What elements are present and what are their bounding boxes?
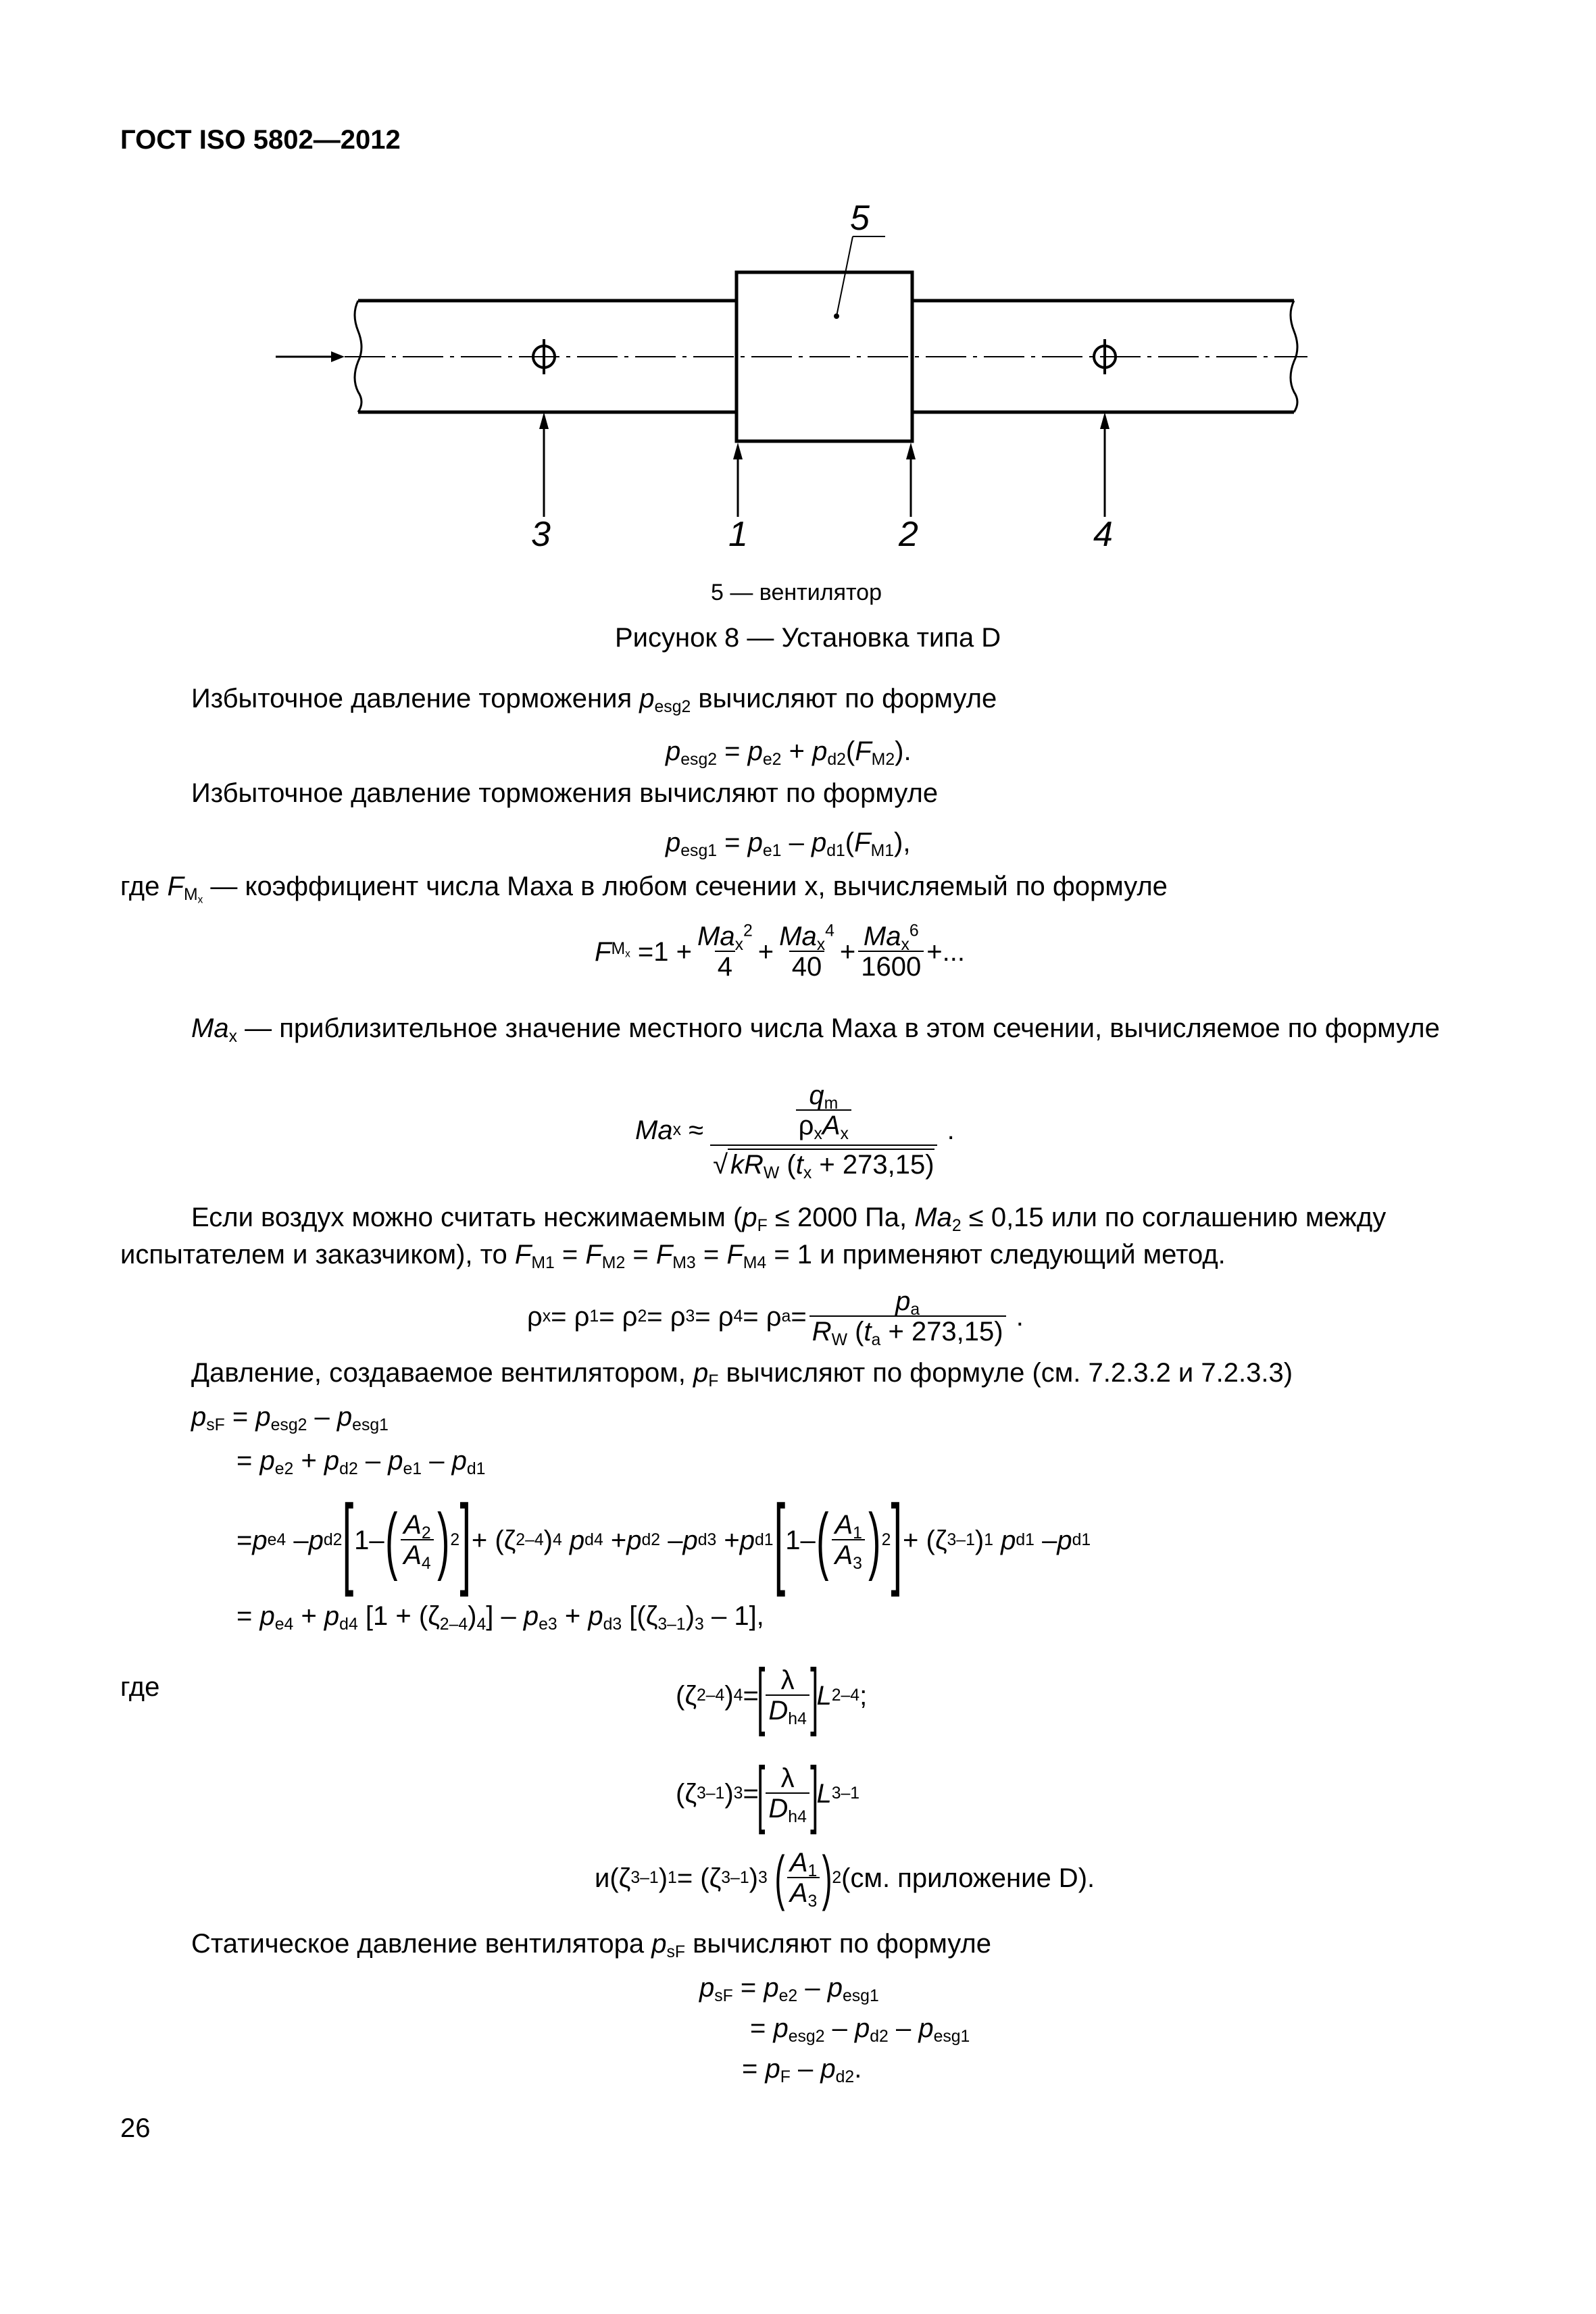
label-1: 1 bbox=[728, 515, 748, 554]
inlet-arrow bbox=[331, 351, 345, 362]
figure-caption: Рисунок 8 — Установка типа D bbox=[615, 623, 1001, 653]
formula-zeta24: (ζ 2–4 ) 4 = [ $\frac{\lambda}{D_{h4}}$ ] L 2–4 ; bbox=[676, 1654, 868, 1737]
paragraph-fmx: где $F_{M_x}$ — коэффициент числа Маха в любом сечении x, вычисляемый по формуле bbox=[120, 872, 1168, 906]
document-header: ГОСТ ISO 5802—2012 bbox=[120, 125, 401, 155]
formula-density: ρ x = ρ 1 = ρ 2 = ρ 3 = ρ 4 = ρ a = $\frac{p_a}{R_W (t_a + 273,15)}$ . bbox=[527, 1286, 1024, 1349]
arrow-2 bbox=[906, 443, 916, 517]
paragraph-pesg2: Избыточное давление торможения $p_{esg2}$ вычисляют по формуле bbox=[191, 684, 997, 716]
formula-pesg2: $p_{esg2} = p_{e2} + p_{d2}(F_{M2})$. bbox=[666, 736, 912, 769]
arrow-4 bbox=[1100, 412, 1109, 517]
paragraph-pesg1: Избыточное давление торможения вычисляют по формуле bbox=[191, 778, 939, 808]
figure-legend: 5 — вентилятор bbox=[711, 580, 882, 605]
formula-static-line2: = $p_{esg2} - p_{d2} - p_{esg1}$ bbox=[750, 2013, 970, 2046]
paragraph-fan-pressure: Давление, создаваемое вентилятором, $p_F$ вычисляют по формуле (см. 7.2.3.2 и 7.2.3.3) bbox=[191, 1358, 1293, 1390]
label-4: 4 bbox=[1093, 515, 1113, 554]
formula-pesg1: $p_{esg1} = p_{e1} - p_{d1}(F_{M1})$, bbox=[666, 828, 911, 860]
formula-max: Ma x ≈ $\frac{\frac{q_m}{\rho_xA_x}}{√ kR_W (t_x + 273,15)}$ . bbox=[635, 1080, 955, 1182]
formula-static-line3: = $p_F - p_{d2}$. bbox=[742, 2054, 862, 2086]
where-label: где bbox=[120, 1672, 160, 1702]
formula-fmx-series: F $M_x$ = 1 + $\frac{Ma_x^2}{4}$ + $\frac{Ma_x^4}{40}$ + $\frac{Ma_x^6}{1600}$ +... bbox=[595, 922, 965, 982]
arrow-1 bbox=[733, 443, 743, 517]
formula-psf-line1: $p_{sF} = p_{esg2} - p_{esg1}$ bbox=[191, 1402, 389, 1434]
label-3: 3 bbox=[531, 515, 551, 554]
label-2: 2 bbox=[899, 515, 918, 554]
paragraph-incompressible-1: Если воздух можно считать несжимаемым ($p_F \le 2000$ Па, $Ma_2 \le 0,15$ или по соглашению между bbox=[191, 1203, 1387, 1235]
arrow-3 bbox=[539, 412, 549, 517]
formula-psf-line4: = $p_{e4} + p_{d4}$ $[1 + (\zeta_{2-4})_4] - p_{e3} + p_{d3}$ $[(\zeta_{3-1})_3 - 1]$, bbox=[236, 1601, 764, 1634]
paragraph-incompressible-2: испытателем и заказчиком), то $F_{M1} = F_{M2} = F_{M3} = F_{M4} = 1$ и применяют следующий метод. bbox=[120, 1240, 1226, 1272]
formula-zeta31-3: (ζ 3–1 ) 3 = [ $\frac{\lambda}{D_{h4}}$ ] L 3–1 bbox=[676, 1752, 860, 1835]
formula-zeta31-1: и (ζ 3–1 ) 1 = (ζ 3–1 ) 3 ( $\frac{A_1}{A_3}$ ) 2 (см. приложение D). bbox=[595, 1844, 1095, 1912]
page-number: 26 bbox=[120, 2113, 151, 2143]
paragraph-max: $Ma_x$ — приблизительное значение местного числа Маха в этом сечении, вычисляемое по формуле bbox=[191, 1013, 1440, 1046]
formula-psf-line3: = p e4 – p d2 [ 1– ( $\frac{A_2}{A_4}$ ) 2 ] + (ζ 2–4 ) 4 p d4 + p d2 – p d3 + p d1 [ 1– ( $\frac{A_1}{A_3}$ ) 2 ] + (ζ 3–1 ) 1 p d1 – p d1 bbox=[236, 1484, 1091, 1597]
formula-psf-line2: = $p_{e2} + p_{d2} - p_{e1} - p_{d1}$ bbox=[236, 1446, 486, 1478]
fan-installation-diagram bbox=[257, 196, 1324, 574]
paragraph-static-pressure: Статическое давление вентилятора $p_{sF}$ вычисляют по формуле bbox=[191, 1929, 991, 1961]
label-5: 5 bbox=[850, 199, 870, 238]
formula-static-line1: $p_{sF} = p_{e2} - p_{esg1}$ bbox=[699, 1973, 879, 2005]
